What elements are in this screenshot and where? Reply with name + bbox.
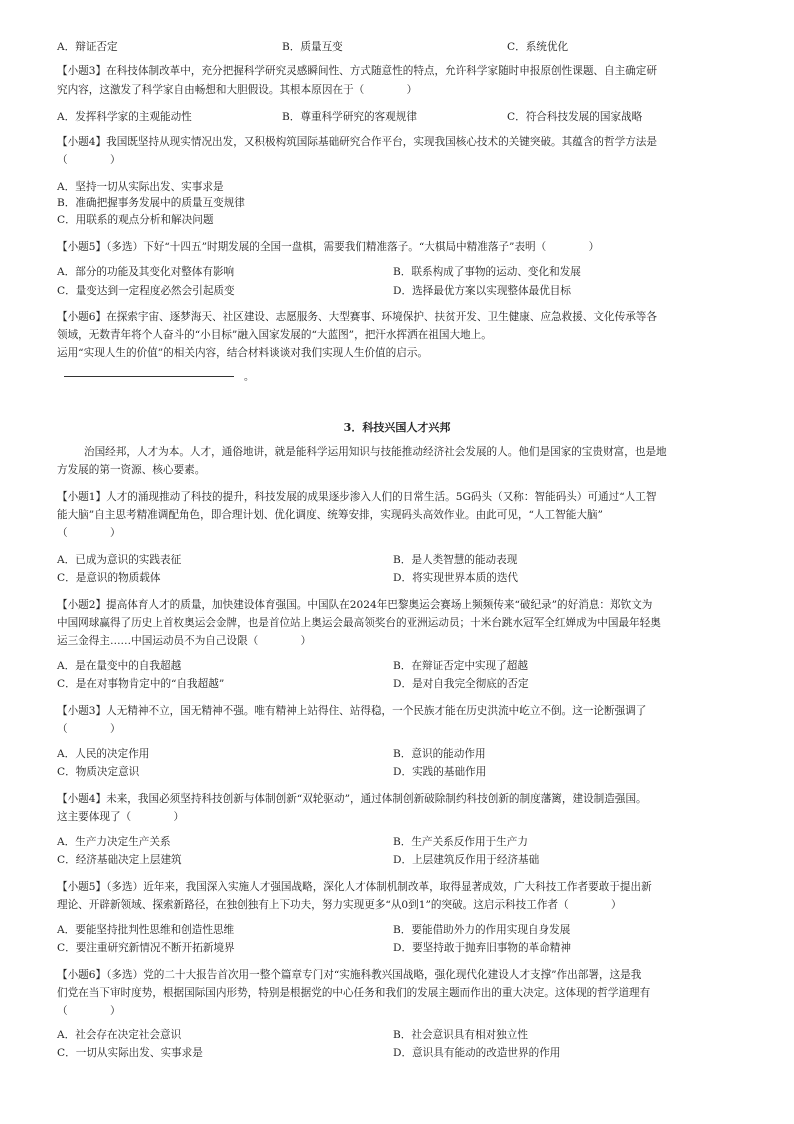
option-b: B．质量互变 xyxy=(282,41,343,53)
option-c: C．是在对事物肯定中的“自我超越” xyxy=(57,678,225,690)
question-text: 究内容，这激发了科学家自由畅想和大胆假设。其根本原因在于（ ） xyxy=(57,84,418,96)
intro-text: 方发展的第一资源、核心要素。 xyxy=(57,464,206,476)
question-text: 理论、开辟新领域、探索新路径，在独创独有上下功夫，努力实现更多“从0到1”的突破。这启示科技工作者（ ） xyxy=(57,899,622,911)
option-b: B．意识的能动作用 xyxy=(393,748,486,760)
option-a: A．部分的功能及其变化对整体有影响 xyxy=(57,266,235,278)
option-a: A．是在量变中的自我超越 xyxy=(57,660,182,672)
option-b: B．要能借助外力的作用实现自身发展 xyxy=(393,924,571,936)
option-a: A．生产力决定生产关系 xyxy=(57,836,171,848)
question-text: 运三金得主……中国运动员不为自己设限（ ） xyxy=(57,635,312,647)
option-b: B．在辩证否定中实现了超越 xyxy=(393,660,528,672)
question-text: 【小题5】（多选）下好“十四五”时期发展的全国一盘棋，需要我们精准落子。“大棋局中精准落子”表明（ ） xyxy=(57,241,600,253)
intro-text: 治国经邦，人才为本。人才，通俗地讲，就是能科学运用知识与技能推动经济社会发展的人。他们是国家的宝贵财富，也是地 xyxy=(84,446,667,458)
option-d: D．实践的基础作用 xyxy=(393,766,487,778)
option-b: B．尊重科学研究的客观规律 xyxy=(282,111,417,123)
question-text: 这主要体现了（ ） xyxy=(57,811,185,823)
option-c: C．用联系的观点分析和解决问题 xyxy=(57,214,214,226)
option-a: A．坚持一切从实际出发、实事求是 xyxy=(57,181,224,193)
question-text: （ ） xyxy=(57,1005,121,1017)
question-text: 【小题6】（多选）党的二十大报告首次用一整个篇章专门对“实施科教兴国战略，强化现代化建设人才支撑”作出部署，这是我 xyxy=(57,969,642,981)
option-d: D．意识具有能动的改造世界的作用 xyxy=(393,1047,561,1059)
option-a: A．要能坚持批判性思维和创造性思维 xyxy=(57,924,235,936)
question-text: 们党在当下审时度势，根据国际国内形势，特别是根据党的中心任务和我们的发展主题而作出的重大决定。这体现的哲学道理有 xyxy=(57,987,651,999)
option-c: C．要注重研究新情况不断开拓新境界 xyxy=(57,942,235,954)
option-a: A．发挥科学家的主观能动性 xyxy=(57,111,192,123)
option-b: B．社会意识具有相对独立性 xyxy=(393,1029,528,1041)
option-c: C．物质决定意识 xyxy=(57,766,140,778)
question-text: 【小题2】提高体育人才的质量，加快建设体育强国。中国队在2024年巴黎奥运会赛场上频频传来“破纪录”的好消息：郑钦文为 xyxy=(57,599,653,611)
option-a: A．已成为意识的实践表征 xyxy=(57,554,182,566)
question-text: 【小题4】未来，我国必须坚持科技创新与体制创新“双轮驱动”，通过体制创新破除制约科技创新的制度藩篱，建设制造强国。 xyxy=(57,793,647,805)
option-c: C．是意识的物质载体 xyxy=(57,572,161,584)
option-c: C．符合科技发展的国家战略 xyxy=(507,111,643,123)
question-text: （ ） xyxy=(57,723,121,735)
option-b: B．准确把握事务发展中的质量互变规律 xyxy=(57,197,245,209)
question-text: 【小题3】在科技体制改革中，充分把握科学研究灵感瞬间性、方式随意性的特点，允许科学家随时申报原创性课题、自主确定研 xyxy=(57,65,657,77)
question-text: （ ） xyxy=(57,154,121,166)
option-d: D．是对自我完全彻底的否定 xyxy=(393,678,529,690)
option-d: D．将实现世界本质的迭代 xyxy=(393,572,519,584)
option-d: D．上层建筑反作用于经济基础 xyxy=(393,854,540,866)
question-text: 中国网球赢得了历史上首枚奥运会金牌，也是首位站上奥运会最高领奖台的亚洲运动员；十米台跳水冠军全红婵成为中国最年轻奥 xyxy=(57,617,661,629)
option-c: C．一切从实际出发、实事求是 xyxy=(57,1047,203,1059)
option-c: C．量变达到一定程度必然会引起质变 xyxy=(57,285,235,297)
option-b: B．是人类智慧的能动表现 xyxy=(393,554,518,566)
end-mark: 。 xyxy=(244,372,254,383)
question-text: 运用“实现人生的价值”的相关内容，结合材料谈谈对我们实现人生价值的启示。 xyxy=(57,347,429,359)
question-text: 【小题5】（多选）近年来，我国深入实施人才强国战略，深化人才体制机制改革，取得显著成效，广大科技工作者要敢于提出新 xyxy=(57,881,652,893)
question-text: 领域，无数青年将个人奋斗的“小目标”融入国家发展的“大蓝图”，把汗水挥洒在祖国大地上。 xyxy=(57,329,492,341)
question-text: 能大脑”自主思考精准调配角色，即合理计划、优化调度、统筹安排，实现码头高效作业。由此可见，“人工智能大脑” xyxy=(57,509,603,521)
question-text: 【小题3】人无精神不立，国无精神不强。唯有精神上站得住、站得稳，一个民族才能在历史洪流中屹立不倒。这一论断强调了 xyxy=(57,705,647,717)
option-c: C．经济基础决定上层建筑 xyxy=(57,854,182,866)
question-text: 【小题1】人才的涌现推动了科技的提升，科技发展的成果逐步渗入人们的日常生活。5G码头（又称：智能码头）可通过“人工智 xyxy=(57,491,657,503)
option-d: D．选择最优方案以实现整体最优目标 xyxy=(393,285,571,297)
option-d: D．要坚持敢于抛弃旧事物的革命精神 xyxy=(393,942,571,954)
question-text: 【小题6】在探索宇宙、逐梦海天、社区建设、志愿服务、大型赛事、环境保护、扶贫开发、卫生健康、应急救援、文化传承等各 xyxy=(57,311,657,323)
question-text: （ ） xyxy=(57,527,121,539)
option-a: A．辩证否定 xyxy=(57,41,118,53)
option-a: A．社会存在决定社会意识 xyxy=(57,1029,182,1041)
option-b: B．联系构成了事物的运动、变化和发展 xyxy=(393,266,581,278)
option-b: B．生产关系反作用于生产力 xyxy=(393,836,528,848)
option-c: C．系统优化 xyxy=(507,41,569,53)
question-text: 【小题4】我国既坚持从现实情况出发，又积极构筑国际基础研究合作平台，实现我国核心技术的关键突破。其蕴含的哲学方法是 xyxy=(57,136,657,148)
section-title: 3．科技兴国人才兴邦 xyxy=(343,421,451,434)
answer-blank[interactable] xyxy=(64,375,234,377)
option-a: A．人民的决定作用 xyxy=(57,748,150,760)
